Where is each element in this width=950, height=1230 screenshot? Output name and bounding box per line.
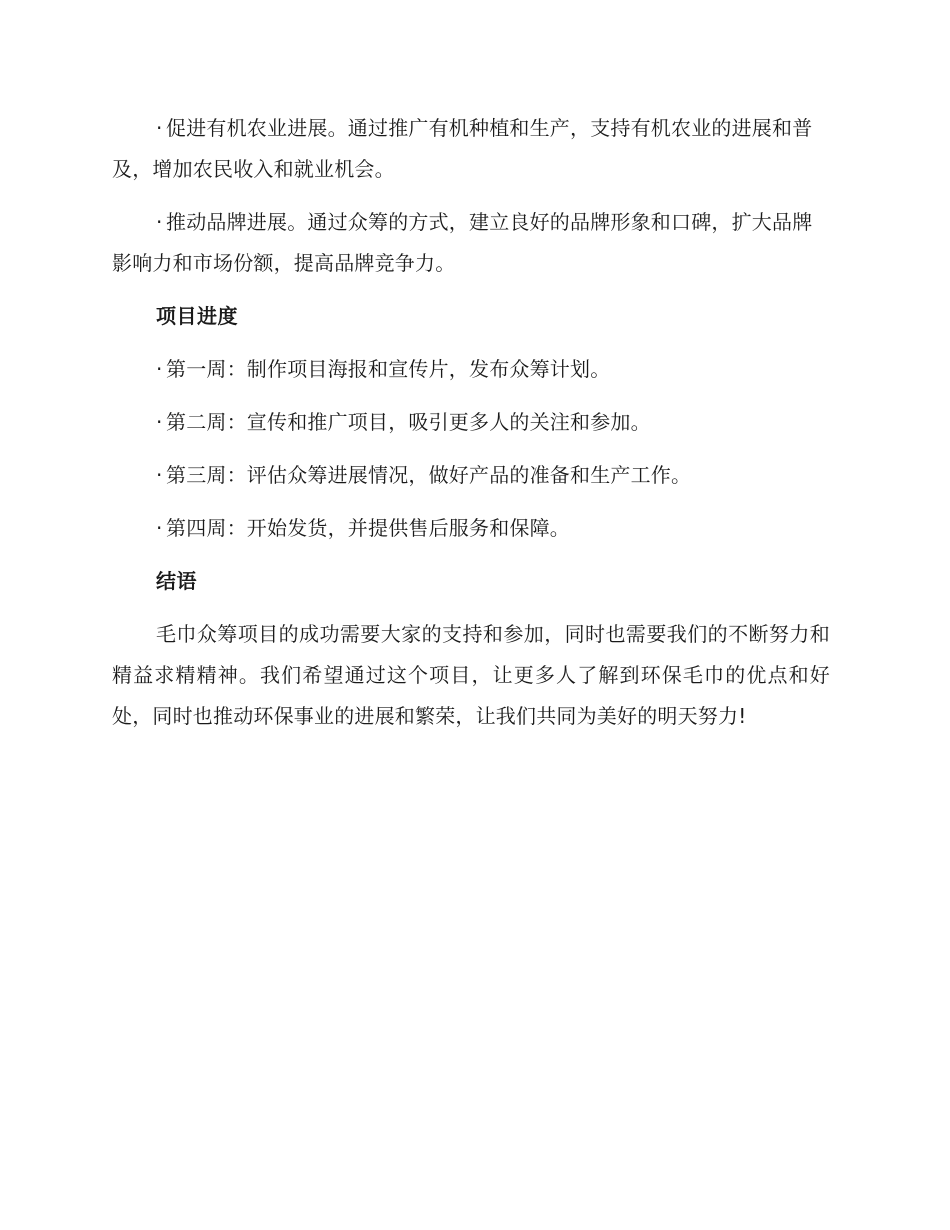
bullet-dot-icon: ·	[156, 357, 163, 381]
goal-item-brand-development	[112, 202, 830, 284]
goal-item-organic-agriculture	[112, 108, 830, 190]
bullet-dot-icon: ·	[156, 516, 163, 540]
schedule-item-text: 第二周：宣传和推广项目，吸引更多人的关注和参加。	[166, 410, 651, 434]
schedule-item-text: 第三周：评估众筹进展情况，做好产品的准备和生产工作。	[166, 463, 692, 487]
conclusion-heading: 结语	[156, 569, 197, 593]
schedule-item-text: 第四周：开始发货，并提供售后服务和保障。	[166, 516, 570, 540]
bullet-dot-icon: ·	[156, 116, 163, 140]
goal-item-text: 促进有机农业进展。通过推广有机种植和生产，支持有机农业的进展和普及，增加农民收入和就业机会。	[112, 116, 813, 181]
schedule-item-week-1	[112, 349, 830, 390]
schedule-item-week-4	[112, 508, 830, 549]
conclusion-paragraph: 毛巾众筹项目的成功需要大家的支持和参加，同时也需要我们的不断努力和精益求精精神。我们希望通过这个项目，让更多人了解到环保毛巾的优点和好处，同时也推动环保事业的进展和繁荣，让我们共同为美好的明天努力!	[112, 622, 830, 728]
schedule-item-week-2	[112, 402, 830, 443]
document-page	[112, 108, 830, 749]
schedule-item-text: 第一周：制作项目海报和宣传片，发布众筹计划。	[166, 357, 611, 381]
schedule-item-week-3	[112, 455, 830, 496]
bullet-dot-icon: ·	[156, 463, 163, 487]
goal-item-text: 推动品牌进展。通过众筹的方式，建立良好的品牌形象和口碑，扩大品牌影响力和市场份额，提高品牌竞争力。	[112, 210, 813, 275]
bullet-dot-icon: ·	[156, 210, 163, 234]
schedule-heading: 项目进度	[156, 304, 238, 328]
bullet-dot-icon: ·	[156, 410, 163, 434]
